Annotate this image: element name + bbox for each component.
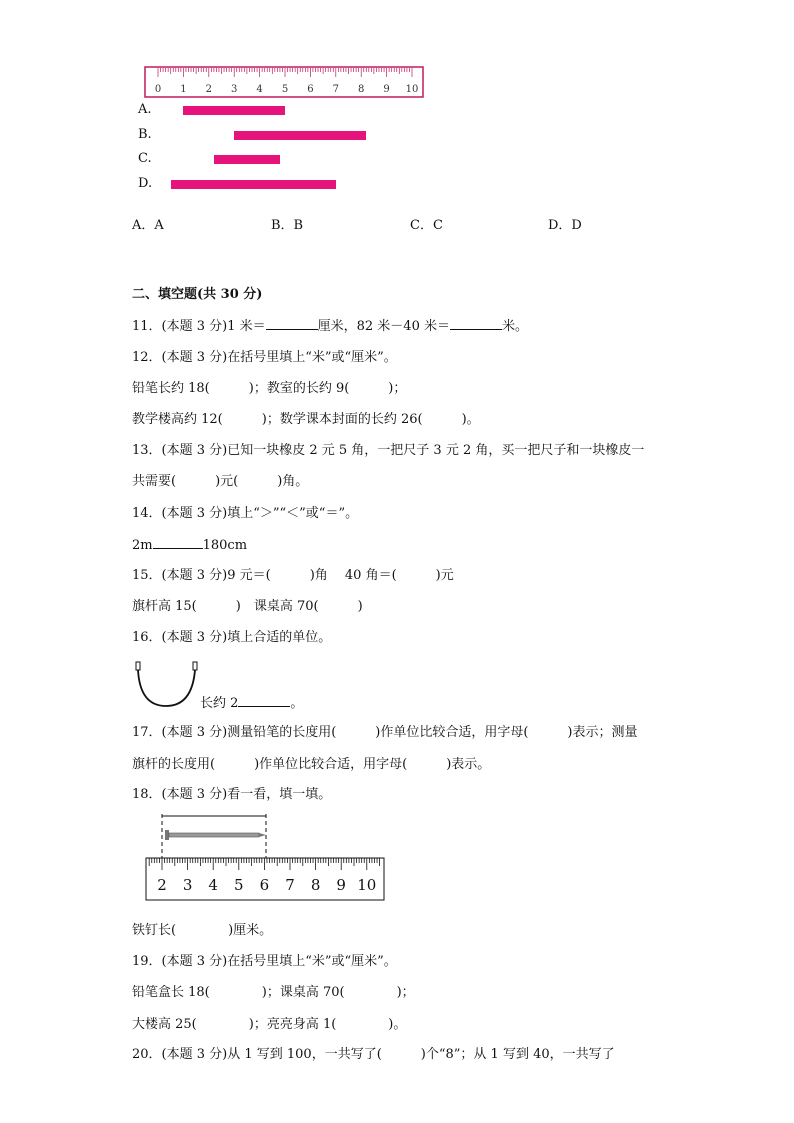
q11-blank-1[interactable] [266, 317, 318, 330]
question-13-line-2: 共需要( )元( )角。 [132, 474, 309, 489]
q14-blank[interactable] [153, 536, 203, 549]
top-ruler-label: 9 [383, 84, 390, 95]
q16-prefix: 长约 2 [200, 696, 239, 711]
top-ruler-label: 2 [205, 84, 212, 95]
choice-c[interactable]: C．C [410, 218, 443, 233]
q11-part-a: 11．(本题 3 分)1 米＝ [132, 319, 266, 334]
nail-ruler-label: 3 [182, 876, 193, 894]
nail-ruler-label: 7 [285, 876, 295, 894]
nail-ruler-label: 10 [357, 876, 377, 894]
top-ruler-label: 6 [307, 84, 314, 95]
question-20-line-1: 20．(本题 3 分)从 1 写到 100，一共写了( )个“8”；从 1 写到 40，一共写了 [132, 1047, 615, 1062]
nail-ruler-label: 2 [157, 876, 167, 894]
section-title: 二、填空题(共 30 分) [132, 287, 263, 302]
measure-bar [171, 180, 336, 189]
nail-ruler-label: 5 [234, 876, 244, 894]
top-ruler-label: 8 [358, 84, 365, 95]
nail [165, 830, 266, 840]
nail-ruler-label: 6 [259, 876, 270, 894]
choice-b[interactable]: B．B [271, 218, 304, 233]
measure-bar [214, 155, 280, 164]
question-19-line-1: 铅笔盒长 18( )；课桌高 70( )； [132, 985, 415, 1000]
top-ruler-label: 7 [332, 84, 339, 95]
question-12-line-2: 教学楼高约 12( )；数学课本封面的长约 26( )。 [132, 412, 480, 427]
q14-left: 2m [132, 538, 153, 553]
top-ruler-label: 10 [405, 84, 419, 95]
bar-option-label: B. [138, 126, 152, 142]
q11-part-b: 厘米，82 米－40 米＝ [317, 319, 450, 334]
question-17-line-2: 旗杆的长度用( )作单位比较合适，用字母( )表示。 [132, 757, 491, 772]
top-ruler-label: 3 [231, 84, 238, 95]
question-15-line-1: 15．(本题 3 分)9 元＝( )角 40 角＝( )元 [132, 568, 454, 583]
nail-ruler-figure [140, 812, 390, 908]
question-11 [132, 317, 528, 336]
top-ruler-label: 5 [281, 84, 289, 95]
question-17-line-1: 17．(本题 3 分)测量铅笔的长度用( )作单位比较合适，用字母( )表示；测量 [132, 725, 638, 740]
question-12-line-1: 铅笔长约 18( )；教室的长约 9( )； [132, 381, 407, 396]
q16-blank[interactable] [238, 694, 290, 707]
q11-blank-2[interactable] [450, 317, 502, 330]
top-ruler [138, 62, 438, 102]
question-19-stem: 19．(本题 3 分)在括号里填上“米”或“厘米”。 [132, 954, 397, 969]
top-ruler-label: 0 [154, 84, 162, 95]
question-13-line-1: 13．(本题 3 分)已知一块橡皮 2 元 5 角，一把尺子 3 元 2 角，买一把尺子和一块橡皮一 [132, 443, 645, 458]
q11-part-c: 米。 [501, 319, 528, 334]
bar-option-label: A. [138, 102, 152, 117]
bar-option-label: C. [138, 151, 152, 166]
rope-figure [132, 658, 204, 710]
top-ruler-label: 1 [180, 84, 187, 95]
nail-ruler-label: 4 [208, 876, 218, 894]
nail-ruler-label: 9 [336, 876, 346, 894]
q14-right: 180cm [202, 538, 248, 553]
question-19-line-2: 大楼高 25( )；亮亮身高 1( )。 [132, 1017, 407, 1032]
question-18-stem: 18．(本题 3 分)看一看，填一填。 [132, 787, 332, 802]
top-ruler-label: 4 [256, 84, 263, 95]
nail-ruler-label: 8 [310, 876, 321, 894]
question-12-stem: 12．(本题 3 分)在括号里填上“米”或“厘米”。 [132, 350, 397, 365]
question-15-line-2: 旗杆高 15( ) 课桌高 70( ) [132, 599, 363, 614]
measure-bar [183, 106, 285, 115]
question-16-stem: 16．(本题 3 分)填上合适的单位。 [132, 630, 332, 645]
measure-bar [234, 131, 366, 140]
choice-d[interactable]: D．D [548, 218, 582, 233]
question-14-answer [132, 536, 247, 555]
question-16-answer [200, 694, 303, 713]
top-ruler-figure [138, 62, 438, 197]
q16-suffix: 。 [290, 696, 304, 711]
bar-option-label: D. [138, 175, 153, 191]
question-14-stem: 14．(本题 3 分)填上“＞”“＜”或“＝”。 [132, 506, 359, 521]
question-18-answer: 铁钉长( )厘米。 [132, 923, 273, 938]
choice-a[interactable]: A．A [132, 218, 164, 233]
